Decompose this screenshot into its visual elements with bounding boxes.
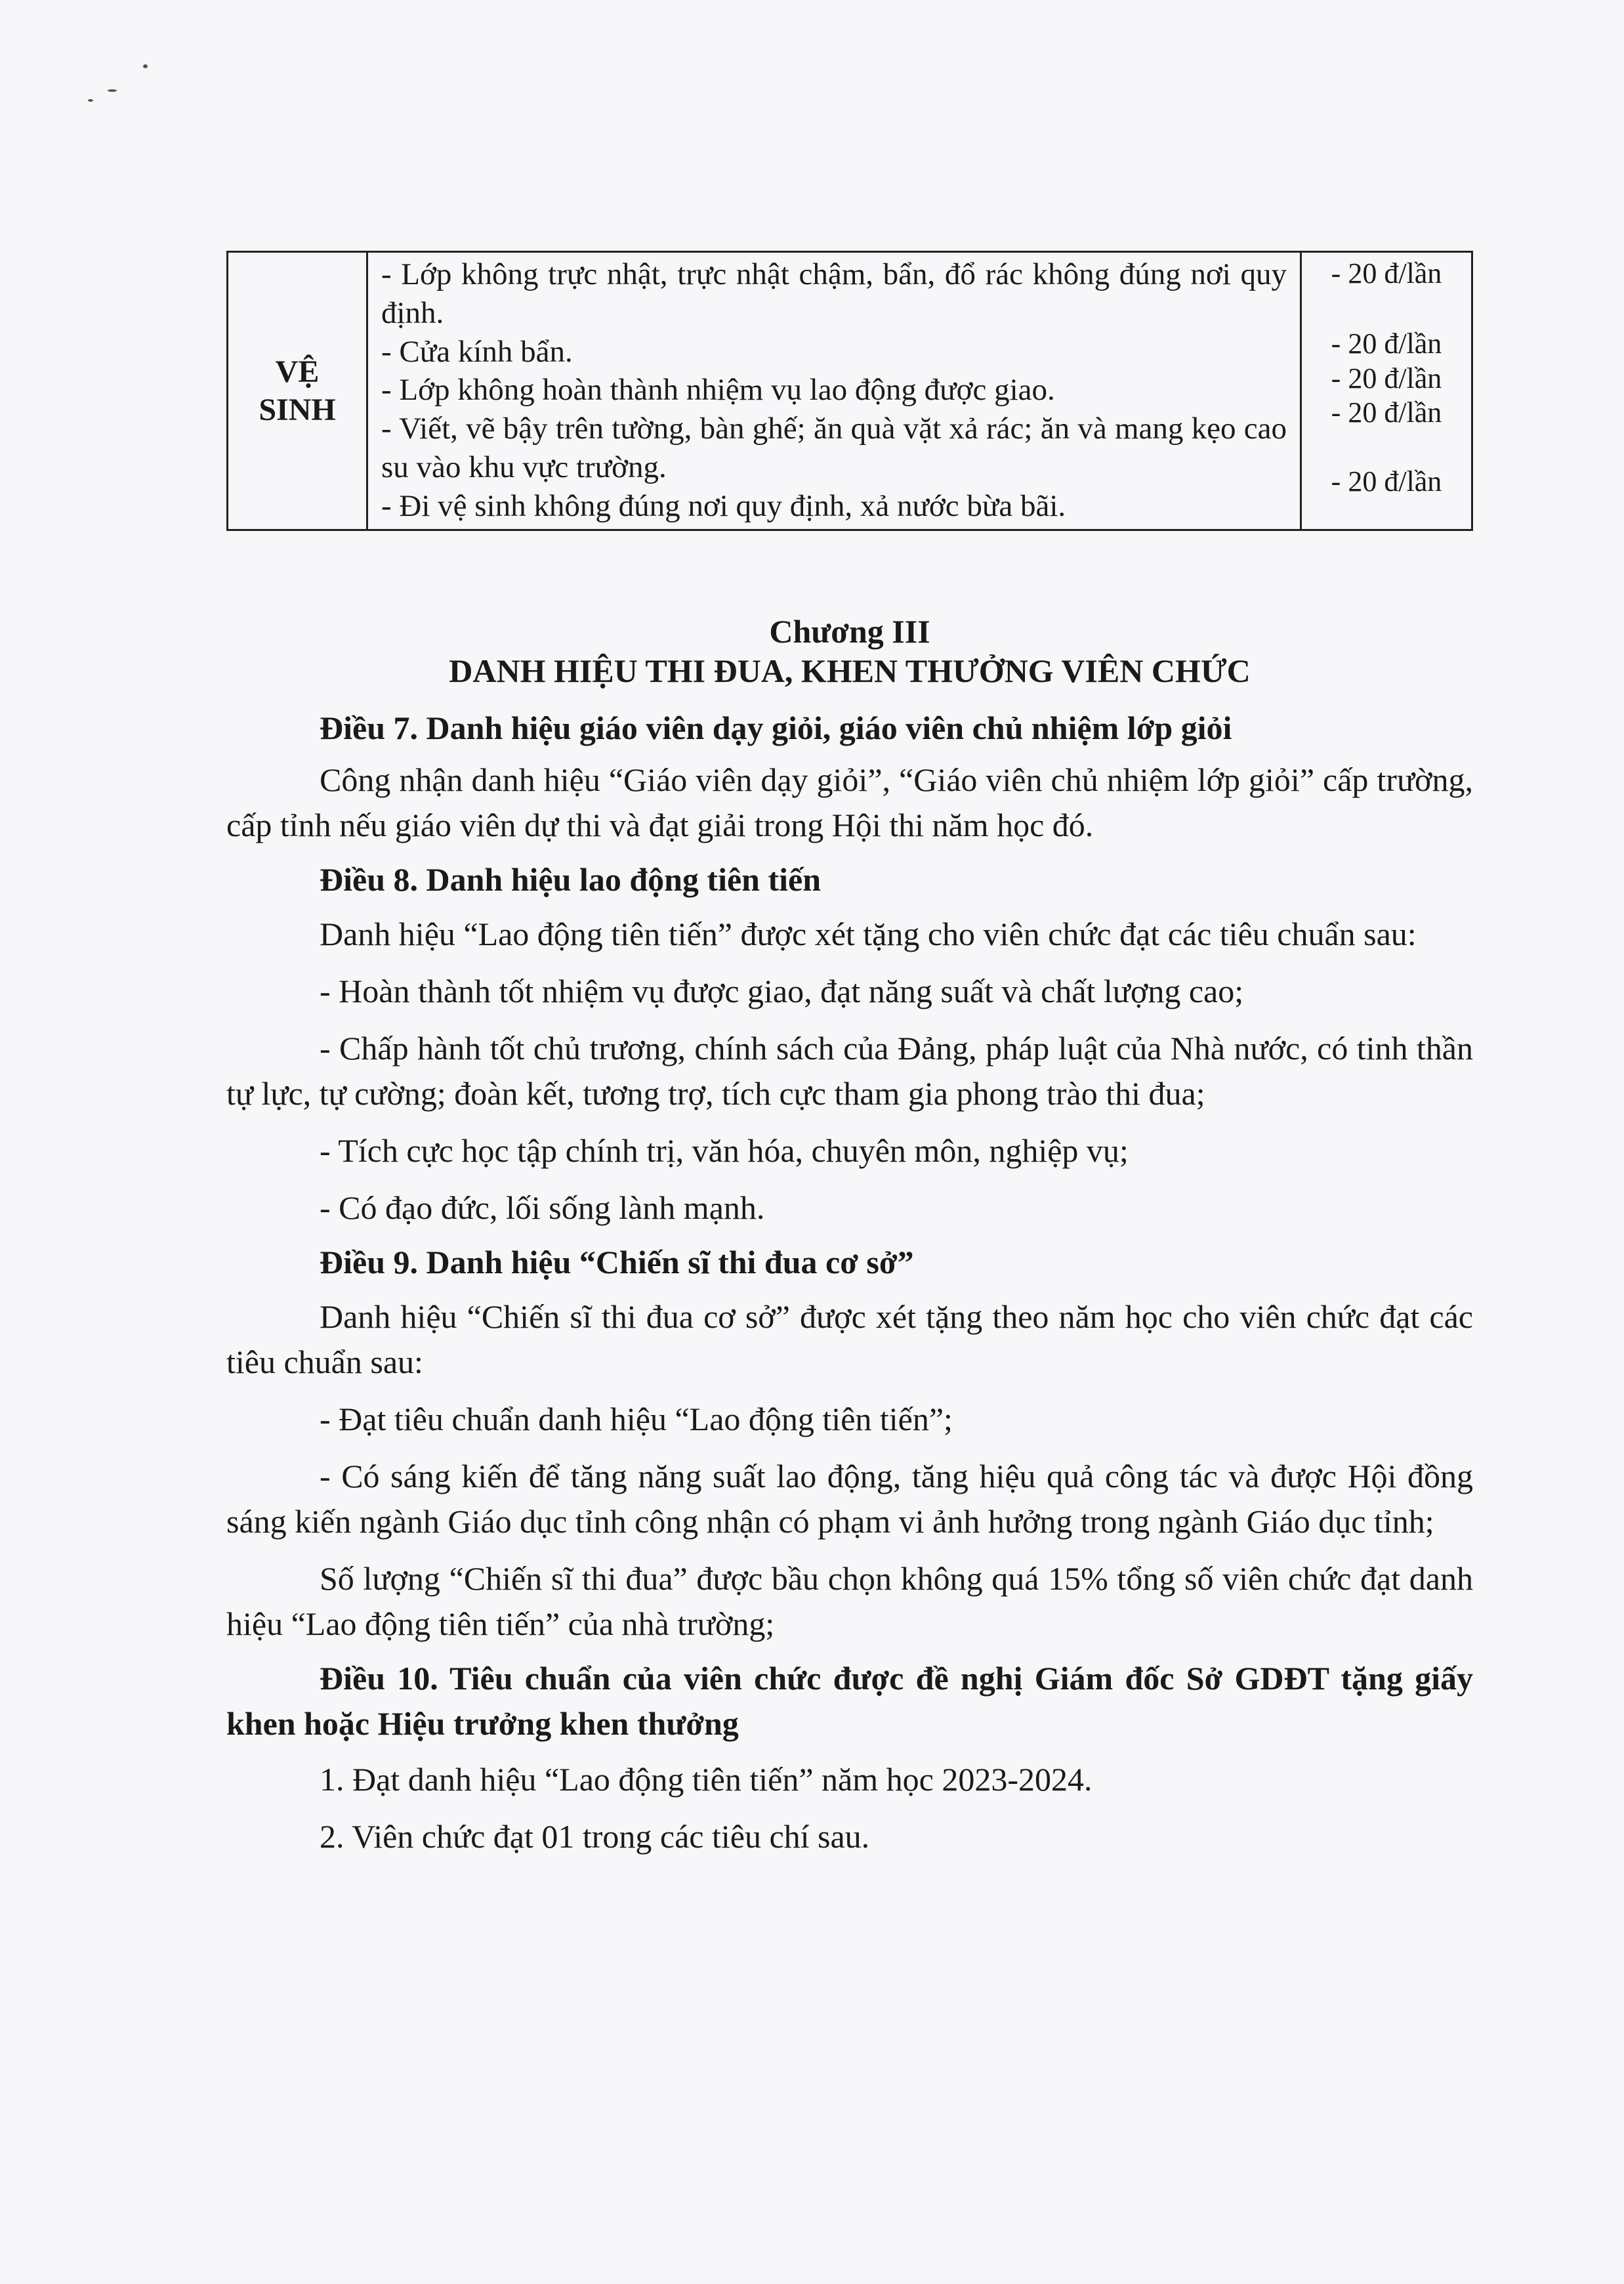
scan-speck: [143, 64, 148, 68]
category-cell: [228, 252, 367, 530]
article-8-intro: Danh hiệu “Lao động tiên tiến” được xét tặng cho viên chức đạt các tiêu chuẩn sau:: [320, 916, 1417, 952]
article-8-item: - Có đạo đức, lối sống lành mạnh.: [320, 1189, 765, 1226]
article-9-quota: Số lượng “Chiến sĩ thi đua” được bầu chọn không quá 15% tổng số viên chức đạt danh hiệu “Lao động tiên tiến” của nhà trường;: [226, 1560, 1473, 1642]
penalty-points: - 20 đ/lần: [1331, 257, 1442, 289]
article-8-item: - Chấp hành tốt chủ trương, chính sách của Đảng, pháp luật của Nhà nước, có tinh thần tự lực, tự cường; đoàn kết, tương trợ, tích cực tham gia phong trào thi đua;: [226, 1030, 1473, 1112]
violations-cell: [367, 252, 1301, 530]
article-8-heading: Điều 8. Danh hiệu lao động tiên tiến: [320, 861, 822, 898]
category-line: SINH: [259, 392, 336, 427]
category-line: VỆ: [275, 354, 320, 390]
article-8-item: - Hoàn thành tốt nhiệm vụ được giao, đạt năng suất và chất lượng cao;: [320, 973, 1244, 1009]
penalty-points: - 20 đ/lần: [1331, 465, 1442, 498]
article-9-heading: Điều 9. Danh hiệu “Chiến sĩ thi đua cơ sở”: [320, 1244, 914, 1280]
article-9-item: - Đạt tiêu chuẩn danh hiệu “Lao động tiên tiến”;: [320, 1401, 953, 1437]
article-8-item: - Tích cực học tập chính trị, văn hóa, chuyên môn, nghiệp vụ;: [320, 1132, 1129, 1169]
penalty-points: - 20 đ/lần: [1331, 327, 1442, 360]
hygiene-penalty-table: [226, 251, 1473, 531]
scan-speck: [88, 99, 93, 102]
article-9-item: - Có sáng kiến để tăng năng suất lao động, tăng hiệu quả công tác và được Hội đồng sáng kiến ngành Giáo dục tỉnh công nhận có phạm vi ảnh hưởng trong ngành Giáo dục tỉnh;: [226, 1458, 1473, 1540]
violation-item: - Viết, vẽ bậy trên tường, bàn ghế; ăn quà vặt xả rác; ăn và mang kẹo cao su vào khu vực trường.: [381, 412, 1287, 484]
scan-speck: [108, 89, 117, 92]
violation-item: - Lớp không trực nhật, trực nhật chậm, bẩn, đổ rác không đúng nơi quy định.: [381, 257, 1287, 330]
article-9-intro: Danh hiệu “Chiến sĩ thi đua cơ sở” được xét tặng theo năm học cho viên chức đạt các tiêu chuẩn sau:: [226, 1298, 1473, 1380]
table-row: [228, 252, 1472, 530]
violation-item: - Lớp không hoàn thành nhiệm vụ lao động được giao.: [381, 373, 1055, 408]
article-10-item: 1. Đạt danh hiệu “Lao động tiên tiến” năm học 2023-2024.: [320, 1761, 1093, 1798]
document-body: [226, 706, 1473, 1859]
penalty-points: - 20 đ/lần: [1331, 362, 1442, 394]
article-10-heading: Điều 10. Tiêu chuẩn của viên chức được đề nghị Giám đốc Sở GDĐT tặng giấy khen hoặc Hiệu trưởng khen thưởng: [226, 1660, 1473, 1742]
chapter-heading: [226, 612, 1473, 690]
chapter-number: Chương III: [769, 613, 930, 650]
points-cell: [1301, 252, 1472, 530]
penalty-points: - 20 đ/lần: [1331, 396, 1442, 429]
violation-item: - Cửa kính bẩn.: [381, 334, 573, 369]
article-7-text: Công nhận danh hiệu “Giáo viên dạy giỏi”, “Giáo viên chủ nhiệm lớp giỏi” cấp trường, cấp tỉnh nếu giáo viên dự thi và đạt giải trong Hội thi năm học đó.: [226, 761, 1473, 843]
article-7-heading: Điều 7. Danh hiệu giáo viên dạy giỏi, giáo viên chủ nhiệm lớp giỏi: [320, 709, 1232, 746]
chapter-title: DANH HIỆU THI ĐUA, KHEN THƯỞNG VIÊN CHỨC: [449, 652, 1251, 689]
article-10-item: 2. Viên chức đạt 01 trong các tiêu chí sau.: [320, 1818, 870, 1855]
violation-item: - Đi vệ sinh không đúng nơi quy định, xả nước bừa bãi.: [381, 488, 1066, 523]
